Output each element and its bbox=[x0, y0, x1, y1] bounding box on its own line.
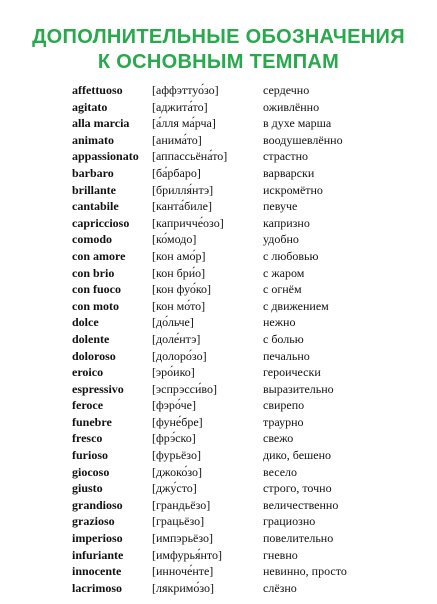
term-row bbox=[0, 198, 437, 215]
term-pronunciation: [до́льче] bbox=[152, 315, 194, 330]
term-pronunciation: [фуне́бре] bbox=[152, 414, 203, 429]
term-pronunciation: [а́лля ма́рча] bbox=[152, 116, 216, 131]
term-pronunciation: [анима́то] bbox=[152, 132, 202, 147]
term-italian: innocente bbox=[72, 564, 122, 579]
term-pronunciation: [инноче́нте] bbox=[152, 564, 214, 579]
term-row bbox=[0, 414, 437, 431]
term-italian: comodo bbox=[72, 232, 112, 247]
term-row bbox=[0, 132, 437, 149]
term-meaning: сердечно bbox=[263, 83, 310, 97]
term-pronunciation: [кон бри́о] bbox=[152, 265, 206, 280]
term-meaning: невинно, просто bbox=[263, 564, 347, 579]
term-meaning: в духе марша bbox=[263, 116, 332, 131]
term-meaning: траурно bbox=[263, 414, 304, 429]
term-row bbox=[0, 148, 437, 165]
term-meaning: с болью bbox=[263, 331, 304, 346]
term-meaning: страстно bbox=[263, 149, 309, 164]
term-row bbox=[0, 447, 437, 464]
term-italian: giocoso bbox=[72, 464, 110, 479]
term-italian: con brio bbox=[72, 265, 115, 280]
term-italian: con fuoco bbox=[72, 282, 121, 297]
term-row bbox=[0, 547, 437, 564]
term-italian: con amore bbox=[72, 248, 126, 263]
term-pronunciation: [лякримо́зо] bbox=[152, 580, 215, 595]
term-italian: eroico bbox=[72, 365, 104, 380]
term-row bbox=[0, 464, 437, 481]
term-meaning: гневно bbox=[263, 547, 298, 562]
term-row bbox=[0, 430, 437, 447]
term-row bbox=[0, 497, 437, 514]
term-pronunciation: [аджита́то] bbox=[152, 99, 208, 114]
page-title: ДОПОЛНИТЕЛЬНЫЕ ОБОЗНАЧЕНИЯ bbox=[32, 26, 405, 48]
term-pronunciation: [доле́нтэ] bbox=[152, 331, 201, 346]
term-italian: espressivo bbox=[72, 381, 124, 396]
term-meaning: с огнём bbox=[263, 282, 302, 297]
term-row bbox=[0, 480, 437, 497]
term-italian: infuriante bbox=[72, 547, 124, 562]
term-meaning: нежно bbox=[263, 315, 296, 330]
term-italian: lacrimoso bbox=[72, 580, 122, 595]
term-row bbox=[0, 513, 437, 530]
term-row bbox=[0, 364, 437, 381]
term-row bbox=[0, 99, 437, 116]
term-meaning: весело bbox=[263, 464, 298, 479]
term-pronunciation: [ба́рбаро] bbox=[152, 165, 201, 180]
term-row bbox=[0, 314, 437, 331]
term-meaning: печально bbox=[263, 348, 310, 363]
term-pronunciation: [кон мо́то] bbox=[152, 298, 206, 313]
term-italian: alla marcia bbox=[72, 116, 130, 131]
term-pronunciation: [фрэ́ско] bbox=[152, 431, 196, 446]
term-row bbox=[0, 397, 437, 414]
term-pronunciation: [долоро́зо] bbox=[152, 348, 207, 363]
term-italian: animato bbox=[72, 132, 114, 147]
term-row bbox=[0, 231, 437, 248]
term-meaning: варварски bbox=[263, 165, 315, 180]
term-pronunciation: [кон фуо́ко] bbox=[152, 282, 212, 297]
term-italian: funebre bbox=[72, 414, 112, 429]
term-pronunciation: [имфурья́нто] bbox=[152, 547, 222, 562]
term-italian: grandioso bbox=[72, 497, 123, 512]
term-pronunciation: [импэрьёзо] bbox=[152, 531, 214, 546]
term-italian: fresco bbox=[72, 431, 103, 446]
term-row bbox=[0, 82, 437, 99]
term-row bbox=[0, 580, 437, 597]
term-meaning: строго, точно bbox=[263, 481, 332, 496]
term-meaning: искромётно bbox=[263, 182, 323, 197]
term-meaning: капризно bbox=[263, 215, 310, 230]
page-subtitle: К ОСНОВНЫМ ТЕМПАМ bbox=[97, 51, 340, 73]
term-italian: cantabile bbox=[72, 199, 119, 214]
term-italian: appassionato bbox=[72, 149, 139, 164]
term-meaning: слёзно bbox=[263, 580, 297, 595]
term-meaning: повелительно bbox=[263, 531, 334, 546]
term-pronunciation: [джу́сто] bbox=[152, 481, 197, 496]
term-row bbox=[0, 348, 437, 365]
terms-list bbox=[0, 82, 437, 596]
term-italian: grazioso bbox=[72, 514, 115, 529]
term-pronunciation: [брилля́нтэ] bbox=[152, 182, 214, 197]
term-italian: agitato bbox=[72, 99, 108, 114]
term-italian: con moto bbox=[72, 298, 119, 313]
term-meaning: удобно bbox=[263, 232, 299, 247]
term-pronunciation: [фурьёзо] bbox=[152, 448, 201, 463]
term-row bbox=[0, 331, 437, 348]
term-italian: capriccioso bbox=[72, 215, 130, 230]
term-row bbox=[0, 281, 437, 298]
term-italian: brillante bbox=[72, 182, 116, 197]
term-pronunciation: [капричче́озо] bbox=[152, 215, 224, 230]
term-meaning: певуче bbox=[263, 199, 298, 214]
term-pronunciation: [кон амо́р] bbox=[152, 248, 206, 263]
term-row bbox=[0, 248, 437, 265]
term-row bbox=[0, 381, 437, 398]
term-italian: barbaro bbox=[72, 165, 114, 180]
term-pronunciation: [грандьёзо] bbox=[152, 497, 211, 512]
term-pronunciation: [эро́ико] bbox=[152, 365, 195, 380]
term-pronunciation: [фэро́че] bbox=[152, 398, 196, 413]
term-row bbox=[0, 215, 437, 232]
term-row bbox=[0, 563, 437, 580]
term-italian: feroce bbox=[72, 398, 104, 413]
term-pronunciation: [канта́биле] bbox=[152, 199, 212, 214]
term-meaning: дико, бешено bbox=[263, 448, 332, 463]
term-meaning: с движением bbox=[263, 298, 329, 313]
term-pronunciation: [джоко́зо] bbox=[152, 464, 202, 479]
term-row bbox=[0, 182, 437, 199]
term-pronunciation: [аффэттуо́зо] bbox=[152, 83, 219, 97]
term-row bbox=[0, 265, 437, 282]
term-italian: affettuoso bbox=[72, 83, 123, 97]
term-pronunciation: [аппассьёна́то] bbox=[152, 149, 228, 164]
term-meaning: с жаром bbox=[263, 265, 305, 280]
term-row bbox=[0, 115, 437, 132]
term-meaning: свежо bbox=[263, 431, 294, 446]
term-italian: imperioso bbox=[72, 531, 123, 546]
term-row bbox=[0, 298, 437, 315]
term-meaning: оживлённо bbox=[263, 99, 320, 114]
term-meaning: героически bbox=[263, 365, 321, 380]
term-italian: doloroso bbox=[72, 348, 116, 363]
term-pronunciation: [ко́модо] bbox=[152, 232, 197, 247]
term-meaning: грациозно bbox=[263, 514, 316, 529]
term-pronunciation: [эспрэсси́во] bbox=[152, 381, 217, 396]
term-meaning: с любовью bbox=[263, 248, 319, 263]
term-meaning: величественно bbox=[263, 497, 339, 512]
term-meaning: выразительно bbox=[263, 381, 334, 396]
term-row bbox=[0, 165, 437, 182]
term-pronunciation: [грацьёзо] bbox=[152, 514, 205, 529]
term-row bbox=[0, 530, 437, 547]
term-italian: dolce bbox=[72, 315, 99, 330]
term-italian: dolente bbox=[72, 331, 110, 346]
term-italian: furioso bbox=[72, 448, 108, 463]
term-italian: giusto bbox=[72, 481, 103, 496]
term-meaning: воодушевлённо bbox=[263, 132, 343, 147]
term-meaning: свирепо bbox=[263, 398, 305, 413]
